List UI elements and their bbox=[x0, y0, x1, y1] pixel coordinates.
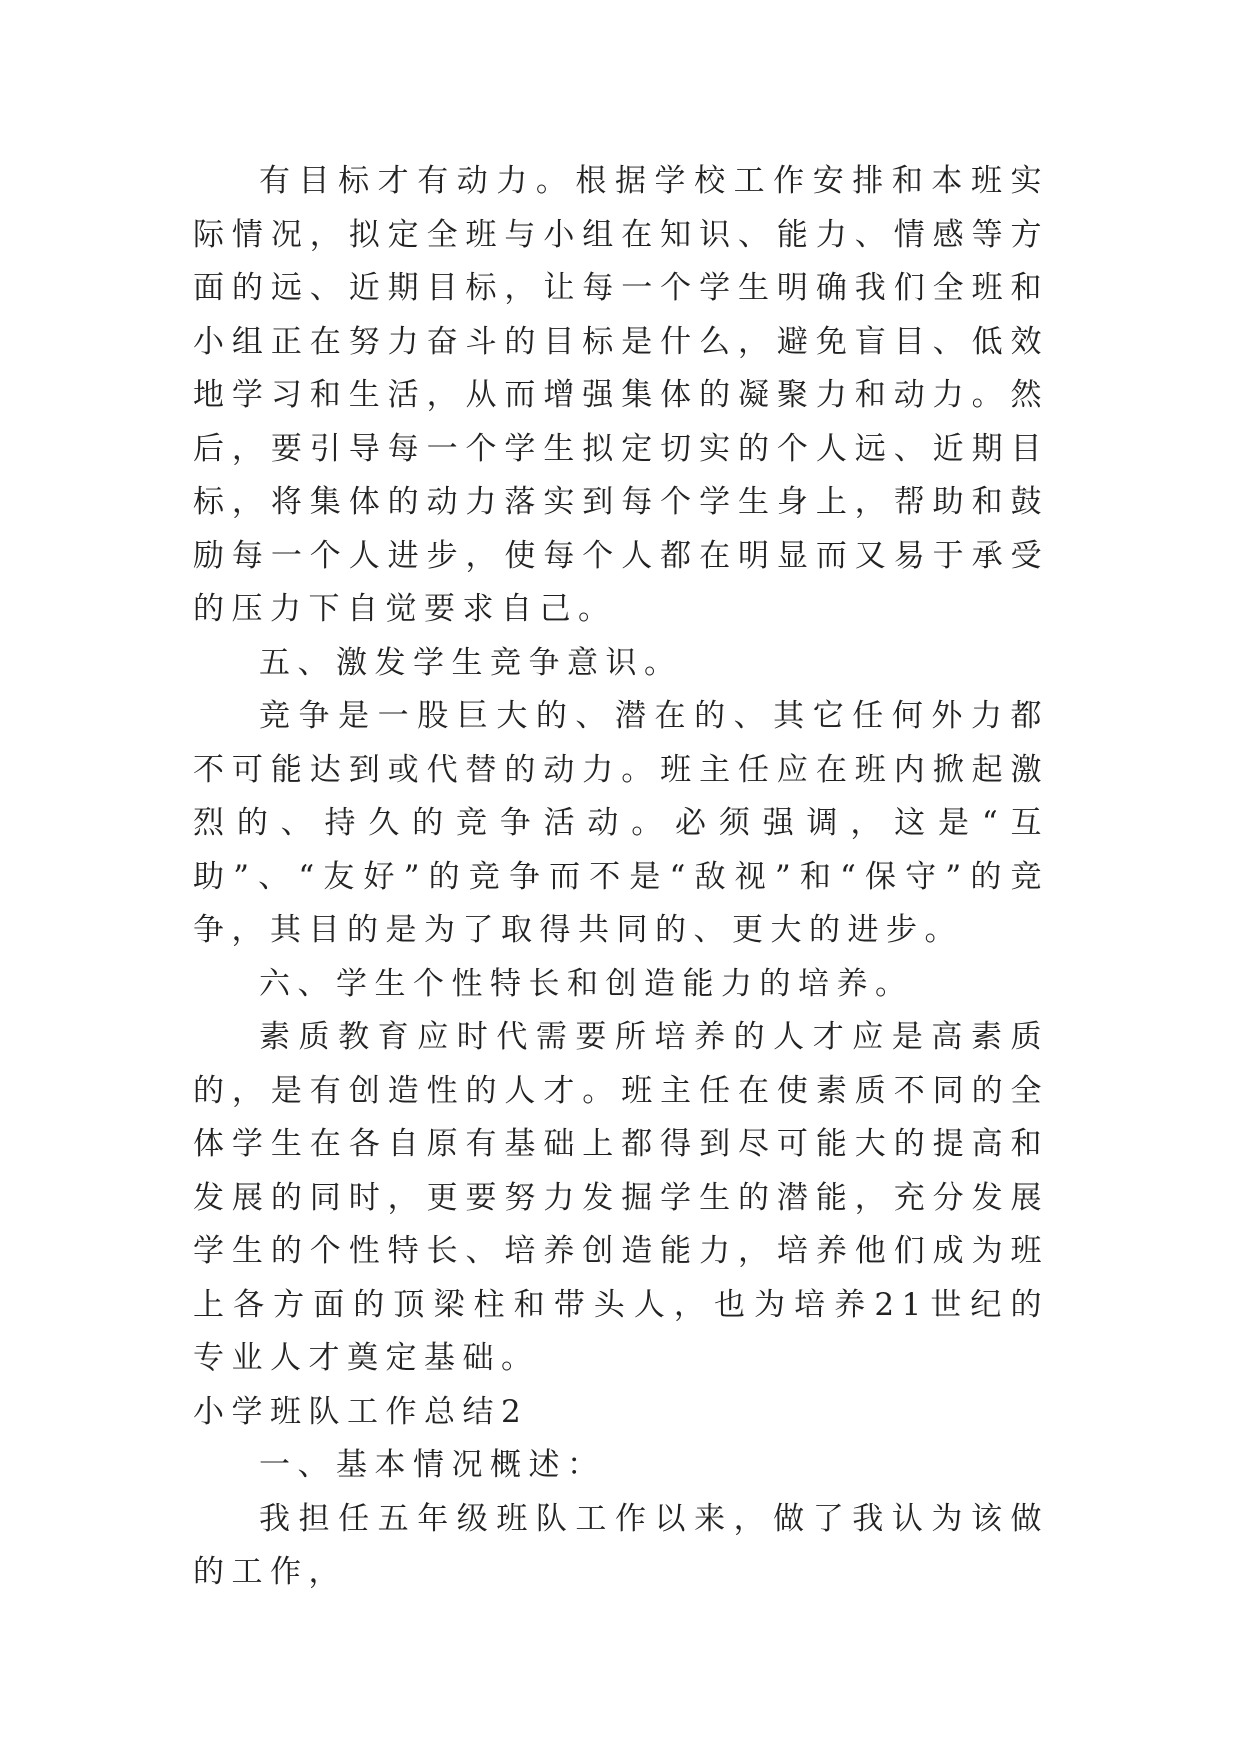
section-heading-competition: 五、激发学生竞争意识。 bbox=[259, 644, 683, 681]
paragraph-talent: 素质教育应时代需要所培养的人才应是高素质的，是有创造性的人才。班主任在使素质不同的全体学生在各自原有基础上都得到尽可能大的提高和发展的同时，更要努力发掘学生的潜能，充分发展学生的个性特长、培养创造能力，培养他们成为班上各方面的顶梁柱和带头人，也为培养21世纪的专业人才奠定基础。 bbox=[193, 1019, 1049, 1376]
document-subtitle: 小学班队工作总结2 bbox=[193, 1393, 529, 1430]
document-body bbox=[193, 155, 1049, 1600]
paragraph-competition: 竞争是一股巨大的、潜在的、其它任何外力都不可能达到或代替的动力。班主任应在班内掀起激烈的、持久的竞争活动。必须强调，这是“互助”、“友好”的竞争而不是“敌视”和“保守”的竞争，其目的是为了取得共同的、更大的进步。 bbox=[193, 698, 1049, 948]
section-heading-overview: 一、基本情况概述： bbox=[259, 1447, 606, 1483]
paragraph-overview: 我担任五年级班队工作以来，做了我认为该做的工作， bbox=[193, 1500, 1049, 1590]
section-heading-talent: 六、学生个性特长和创造能力的培养。 bbox=[259, 965, 914, 1002]
paragraph-goals: 有目标才有动力。根据学校工作安排和本班实际情况，拟定全班与小组在知识、能力、情感等方面的远、近期目标，让每一个学生明确我们全班和小组正在努力奋斗的目标是什么，避免盲目、低效地学习和生活，从而增强集体的凝聚力和动力。然后，要引导每一个学生拟定切实的个人远、近期目标，将集体的动力落实到每个学生身上，帮助和鼓励每一个人进步，使每个人都在明显而又易于承受的压力下自觉要求自己。 bbox=[193, 163, 1049, 627]
